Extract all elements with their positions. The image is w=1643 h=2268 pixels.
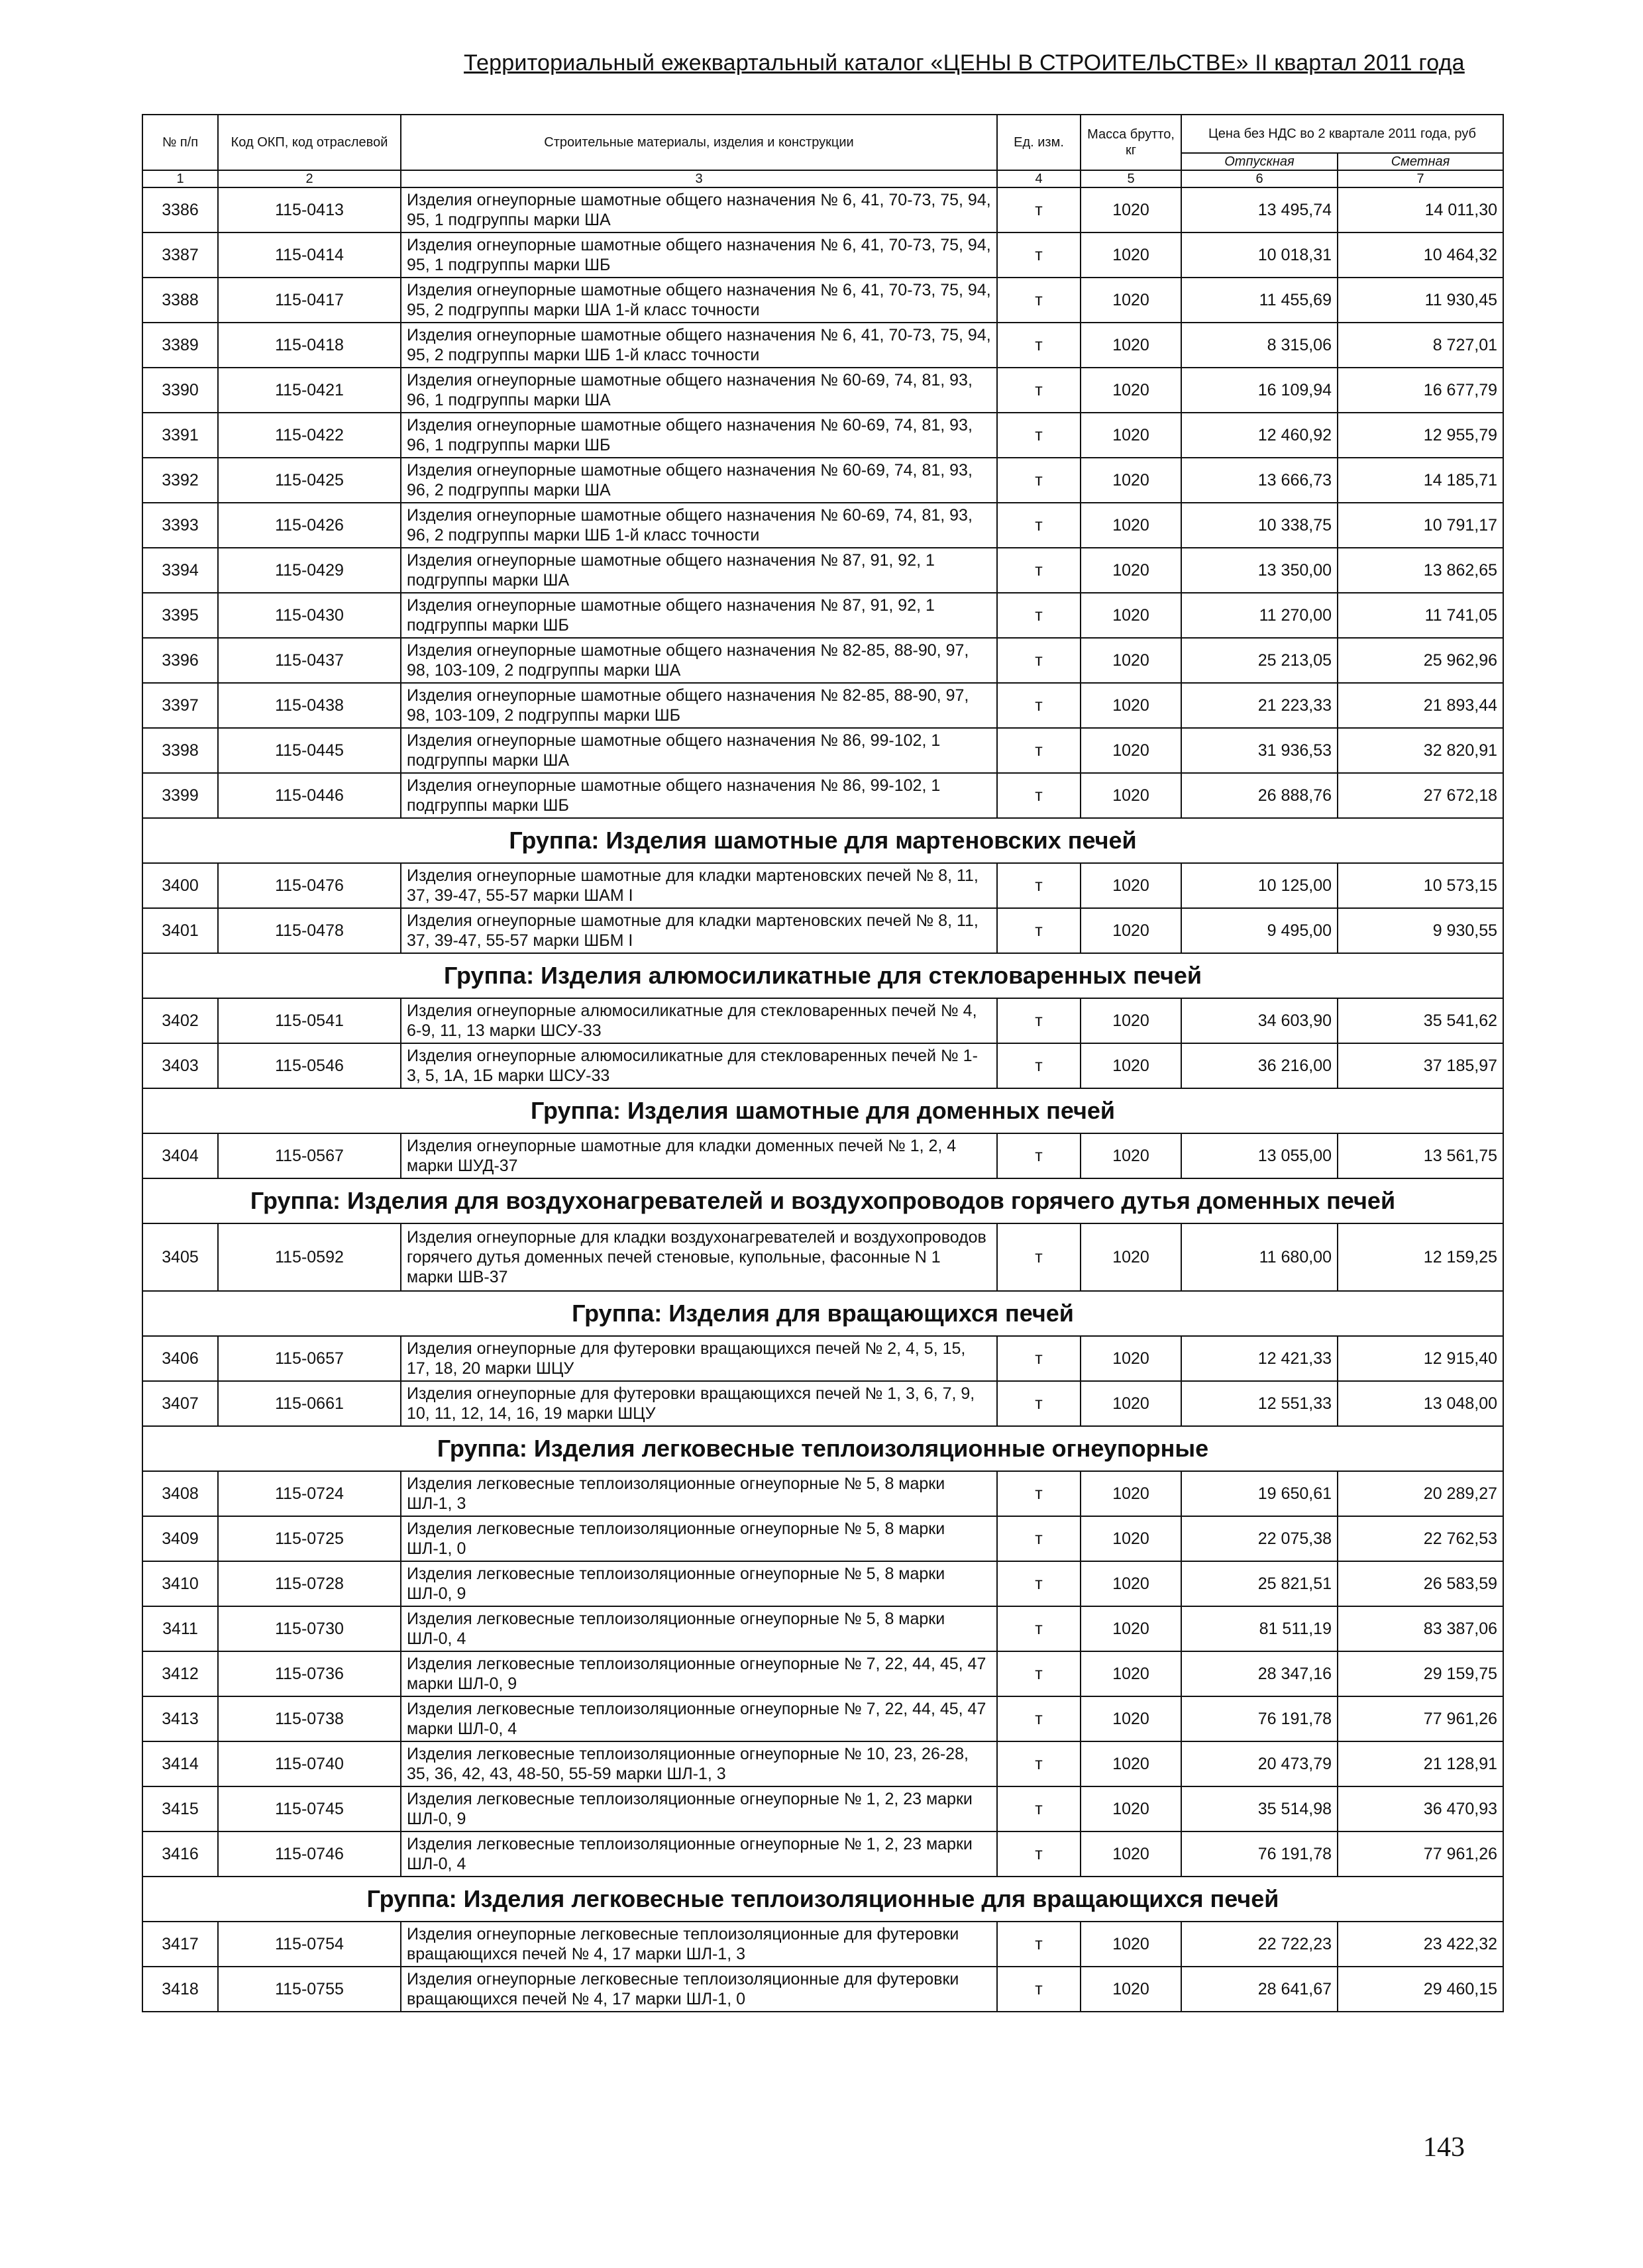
row-number: 3411 [142,1606,218,1651]
material-name: Изделия огнеупорные шамотные общего назначения № 60-69, 74, 81, 93, 96, 1 подгруппы марки ШБ [401,413,997,458]
material-name: Изделия огнеупорные шамотные общего назначения № 6, 41, 70-73, 75, 94, 95, 2 подгруппы марки ШБ 1-й класс точности [401,323,997,368]
release-price: 11 270,00 [1181,593,1338,638]
unit: т [997,998,1081,1043]
row-number: 3393 [142,503,218,548]
material-name: Изделия огнеупорные для футеровки вращающихся печей № 2, 4, 5, 15, 17, 18, 20 марки ШЦУ [401,1336,997,1381]
group-header-row [142,818,1503,863]
table-row [142,1381,1503,1426]
unit: т [997,863,1081,908]
row-number: 3388 [142,278,218,323]
material-name: Изделия огнеупорные для кладки воздухонагревателей и воздухопроводов горячего дутья доменных печей стеновые, купольные, фасонные N 1 марки ШВ-37 [401,1223,997,1291]
material-name: Изделия легковесные теплоизоляционные огнеупорные № 1, 2, 23 марки ШЛ-0, 9 [401,1786,997,1831]
table-row [142,1561,1503,1606]
unit: т [997,728,1081,773]
col-number: 5 [1081,170,1181,187]
release-price: 22 722,23 [1181,1922,1338,1967]
okp-code: 115-0445 [218,728,401,773]
unit: т [997,1336,1081,1381]
col-number: 6 [1181,170,1338,187]
gross-mass: 1020 [1081,1786,1181,1831]
gross-mass: 1020 [1081,548,1181,593]
okp-code: 115-0425 [218,458,401,503]
col-number: 2 [218,170,401,187]
estimate-price: 10 791,17 [1338,503,1503,548]
okp-code: 115-0437 [218,638,401,683]
group-header-row [142,1426,1503,1471]
row-number: 3403 [142,1043,218,1088]
gross-mass: 1020 [1081,1831,1181,1877]
table-row [142,413,1503,458]
okp-code: 115-0446 [218,773,401,818]
estimate-price: 26 583,59 [1338,1561,1503,1606]
material-name: Изделия огнеупорные шамотные для кладки мартеновских печей № 8, 11, 37, 39-47, 55-57 марки ШАМ I [401,863,997,908]
material-name: Изделия легковесные теплоизоляционные огнеупорные № 10, 23, 26-28, 35, 36, 42, 43, 48-50, 55-59 марки ШЛ-1, 3 [401,1741,997,1786]
table-row [142,863,1503,908]
estimate-price: 25 962,96 [1338,638,1503,683]
release-price: 8 315,06 [1181,323,1338,368]
material-name: Изделия огнеупорные шамотные общего назначения № 6, 41, 70-73, 75, 94, 95, 2 подгруппы марки ША 1-й класс точности [401,278,997,323]
material-name: Изделия легковесные теплоизоляционные огнеупорные № 7, 22, 44, 45, 47 марки ШЛ-0, 4 [401,1696,997,1741]
okp-code: 115-0429 [218,548,401,593]
gross-mass: 1020 [1081,683,1181,728]
table-row [142,773,1503,818]
table-row [142,1133,1503,1178]
estimate-price: 35 541,62 [1338,998,1503,1043]
estimate-price: 13 862,65 [1338,548,1503,593]
row-number: 3418 [142,1967,218,2012]
unit: т [997,323,1081,368]
row-number: 3406 [142,1336,218,1381]
material-name: Изделия огнеупорные шамотные для кладки доменных печей № 1, 2, 4 марки ШУД-37 [401,1133,997,1178]
unit: т [997,1381,1081,1426]
estimate-price: 29 159,75 [1338,1651,1503,1696]
release-price: 19 650,61 [1181,1471,1338,1516]
col-header-estimate-price: Сметная [1338,153,1503,170]
okp-code: 115-0567 [218,1133,401,1178]
release-price: 10 125,00 [1181,863,1338,908]
gross-mass: 1020 [1081,773,1181,818]
row-number: 3404 [142,1133,218,1178]
table-row [142,187,1503,232]
estimate-price: 77 961,26 [1338,1831,1503,1877]
unit: т [997,1223,1081,1291]
okp-code: 115-0754 [218,1922,401,1967]
okp-code: 115-0740 [218,1741,401,1786]
table-row [142,1696,1503,1741]
gross-mass: 1020 [1081,1651,1181,1696]
table-row [142,1516,1503,1561]
okp-code: 115-0417 [218,278,401,323]
row-number: 3386 [142,187,218,232]
gross-mass: 1020 [1081,1471,1181,1516]
table-row [142,908,1503,953]
gross-mass: 1020 [1081,1381,1181,1426]
okp-code: 115-0426 [218,503,401,548]
estimate-price: 14 185,71 [1338,458,1503,503]
gross-mass: 1020 [1081,1223,1181,1291]
material-name: Изделия огнеупорные шамотные общего назначения № 60-69, 74, 81, 93, 96, 2 подгруппы марки ШБ 1-й класс точности [401,503,997,548]
unit: т [997,368,1081,413]
release-price: 13 495,74 [1181,187,1338,232]
okp-code: 115-0418 [218,323,401,368]
table-row [142,1967,1503,2012]
release-price: 26 888,76 [1181,773,1338,818]
material-name: Изделия огнеупорные шамотные общего назначения № 6, 41, 70-73, 75, 94, 95, 1 подгруппы марки ША [401,187,997,232]
material-name: Изделия огнеупорные легковесные теплоизоляционные для футеровки вращающихся печей № 4, 17 марки ШЛ-1, 3 [401,1922,997,1967]
release-price: 13 350,00 [1181,548,1338,593]
row-number: 3407 [142,1381,218,1426]
material-name: Изделия огнеупорные для футеровки вращающихся печей № 1, 3, 6, 7, 9, 10, 11, 12, 14, 16, 19 марки ШЦУ [401,1381,997,1426]
estimate-price: 11 741,05 [1338,593,1503,638]
row-number: 3394 [142,548,218,593]
release-price: 76 191,78 [1181,1696,1338,1741]
okp-code: 115-0728 [218,1561,401,1606]
unit: т [997,1831,1081,1877]
group-title: Группа: Изделия шамотные для мартеновских печей [142,818,1503,863]
estimate-price: 83 387,06 [1338,1606,1503,1651]
table-row [142,232,1503,278]
release-price: 9 495,00 [1181,908,1338,953]
table-row [142,638,1503,683]
table-row [142,593,1503,638]
okp-code: 115-0413 [218,187,401,232]
okp-code: 115-0724 [218,1471,401,1516]
col-number: 1 [142,170,218,187]
material-name: Изделия огнеупорные шамотные общего назначения № 6, 41, 70-73, 75, 94, 95, 1 подгруппы марки ШБ [401,232,997,278]
row-number: 3405 [142,1223,218,1291]
material-name: Изделия огнеупорные шамотные общего назначения № 86, 99-102, 1 подгруппы марки ША [401,728,997,773]
unit: т [997,1922,1081,1967]
estimate-price: 14 011,30 [1338,187,1503,232]
okp-code: 115-0421 [218,368,401,413]
group-title: Группа: Изделия легковесные теплоизоляционные для вращающихся печей [142,1877,1503,1922]
col-header-unit: Ед. изм. [997,115,1081,170]
estimate-price: 36 470,93 [1338,1786,1503,1831]
unit: т [997,278,1081,323]
okp-code: 115-0725 [218,1516,401,1561]
release-price: 25 213,05 [1181,638,1338,683]
gross-mass: 1020 [1081,1561,1181,1606]
release-price: 12 551,33 [1181,1381,1338,1426]
release-price: 16 109,94 [1181,368,1338,413]
release-price: 22 075,38 [1181,1516,1338,1561]
table-row [142,368,1503,413]
group-title: Группа: Изделия для воздухонагревателей и воздухопроводов горячего дутья доменных печей [142,1178,1503,1223]
group-header-row [142,1877,1503,1922]
gross-mass: 1020 [1081,593,1181,638]
col-header-name: Строительные материалы, изделия и конструкции [401,115,997,170]
okp-code: 115-0755 [218,1967,401,2012]
okp-code: 115-0730 [218,1606,401,1651]
row-number: 3398 [142,728,218,773]
table-row [142,1651,1503,1696]
col-header-release-price: Отпускная [1181,153,1338,170]
gross-mass: 1020 [1081,728,1181,773]
release-price: 13 666,73 [1181,458,1338,503]
estimate-price: 37 185,97 [1338,1043,1503,1088]
row-number: 3417 [142,1922,218,1967]
table-row [142,1741,1503,1786]
table-row [142,323,1503,368]
table-row [142,1223,1503,1291]
group-title: Группа: Изделия алюмосиликатные для стекловаренных печей [142,953,1503,998]
material-name: Изделия легковесные теплоизоляционные огнеупорные № 5, 8 марки ШЛ-1, 3 [401,1471,997,1516]
unit: т [997,1133,1081,1178]
row-number: 3416 [142,1831,218,1877]
table-row [142,548,1503,593]
okp-code: 115-0745 [218,1786,401,1831]
release-price: 34 603,90 [1181,998,1338,1043]
unit: т [997,1967,1081,2012]
material-name: Изделия легковесные теплоизоляционные огнеупорные № 5, 8 марки ШЛ-1, 0 [401,1516,997,1561]
okp-code: 115-0478 [218,908,401,953]
release-price: 76 191,78 [1181,1831,1338,1877]
estimate-price: 12 159,25 [1338,1223,1503,1291]
table-row [142,1606,1503,1651]
price-table [142,114,1504,2012]
row-number: 3402 [142,998,218,1043]
material-name: Изделия легковесные теплоизоляционные огнеупорные № 5, 8 марки ШЛ-0, 4 [401,1606,997,1651]
release-price: 36 216,00 [1181,1043,1338,1088]
okp-code: 115-0422 [218,413,401,458]
group-header-row [142,1088,1503,1133]
okp-code: 115-0746 [218,1831,401,1877]
release-price: 31 936,53 [1181,728,1338,773]
estimate-price: 12 915,40 [1338,1336,1503,1381]
estimate-price: 12 955,79 [1338,413,1503,458]
unit: т [997,1043,1081,1088]
unit: т [997,458,1081,503]
material-name: Изделия огнеупорные шамотные общего назначения № 87, 91, 92, 1 подгруппы марки ША [401,548,997,593]
gross-mass: 1020 [1081,1696,1181,1741]
release-price: 35 514,98 [1181,1786,1338,1831]
material-name: Изделия огнеупорные алюмосиликатные для стекловаренных печей № 1-3, 5, 1А, 1Б марки ШСУ-33 [401,1043,997,1088]
release-price: 28 347,16 [1181,1651,1338,1696]
material-name: Изделия огнеупорные легковесные теплоизоляционные для футеровки вращающихся печей № 4, 17 марки ШЛ-1, 0 [401,1967,997,2012]
material-name: Изделия легковесные теплоизоляционные огнеупорные № 1, 2, 23 марки ШЛ-0, 4 [401,1831,997,1877]
group-header-row [142,1178,1503,1223]
estimate-price: 21 128,91 [1338,1741,1503,1786]
unit: т [997,413,1081,458]
table-row [142,458,1503,503]
okp-code: 115-0592 [218,1223,401,1291]
okp-code: 115-0414 [218,232,401,278]
gross-mass: 1020 [1081,908,1181,953]
row-number: 3395 [142,593,218,638]
unit: т [997,1651,1081,1696]
row-number: 3410 [142,1561,218,1606]
okp-code: 115-0430 [218,593,401,638]
gross-mass: 1020 [1081,368,1181,413]
okp-code: 115-0476 [218,863,401,908]
gross-mass: 1020 [1081,278,1181,323]
row-number: 3413 [142,1696,218,1741]
table-header [142,115,1503,187]
unit: т [997,638,1081,683]
okp-code: 115-0661 [218,1381,401,1426]
gross-mass: 1020 [1081,1922,1181,1967]
estimate-price: 22 762,53 [1338,1516,1503,1561]
release-price: 20 473,79 [1181,1741,1338,1786]
okp-code: 115-0546 [218,1043,401,1088]
table-row [142,1336,1503,1381]
gross-mass: 1020 [1081,998,1181,1043]
okp-code: 115-0738 [218,1696,401,1741]
material-name: Изделия огнеупорные шамотные общего назначения № 82-85, 88-90, 97, 98, 103-109, 2 подгруппы марки ША [401,638,997,683]
row-number: 3390 [142,368,218,413]
row-number: 3389 [142,323,218,368]
gross-mass: 1020 [1081,413,1181,458]
release-price: 25 821,51 [1181,1561,1338,1606]
group-header-row [142,1291,1503,1336]
release-price: 12 421,33 [1181,1336,1338,1381]
gross-mass: 1020 [1081,1606,1181,1651]
unit: т [997,1561,1081,1606]
gross-mass: 1020 [1081,638,1181,683]
gross-mass: 1020 [1081,1043,1181,1088]
row-number: 3391 [142,413,218,458]
release-price: 21 223,33 [1181,683,1338,728]
table-row [142,728,1503,773]
estimate-price: 8 727,01 [1338,323,1503,368]
row-number: 3399 [142,773,218,818]
material-name: Изделия легковесные теплоизоляционные огнеупорные № 5, 8 марки ШЛ-0, 9 [401,1561,997,1606]
material-name: Изделия огнеупорные шамотные общего назначения № 60-69, 74, 81, 93, 96, 1 подгруппы марки ША [401,368,997,413]
table-row [142,1471,1503,1516]
col-header-code: Код ОКП, код отраслевой [218,115,401,170]
release-price: 10 018,31 [1181,232,1338,278]
unit: т [997,1606,1081,1651]
row-number: 3400 [142,863,218,908]
group-title: Группа: Изделия шамотные для доменных печей [142,1088,1503,1133]
release-price: 12 460,92 [1181,413,1338,458]
gross-mass: 1020 [1081,1967,1181,2012]
table-row [142,998,1503,1043]
gross-mass: 1020 [1081,1741,1181,1786]
material-name: Изделия огнеупорные шамотные общего назначения № 60-69, 74, 81, 93, 96, 2 подгруппы марки ША [401,458,997,503]
row-number: 3392 [142,458,218,503]
gross-mass: 1020 [1081,1516,1181,1561]
gross-mass: 1020 [1081,503,1181,548]
catalog-header: Территориальный ежеквартальный каталог «ЦЕНЫ В СТРОИТЕЛЬСТВЕ» II квартал 2011 года [464,50,1465,76]
unit: т [997,1741,1081,1786]
estimate-price: 77 961,26 [1338,1696,1503,1741]
release-price: 81 511,19 [1181,1606,1338,1651]
material-name: Изделия огнеупорные шамотные для кладки мартеновских печей № 8, 11, 37, 39-47, 55-57 марки ШБМ I [401,908,997,953]
gross-mass: 1020 [1081,187,1181,232]
unit: т [997,683,1081,728]
okp-code: 115-0736 [218,1651,401,1696]
row-number: 3415 [142,1786,218,1831]
table-body [142,187,1503,2012]
group-header-row [142,953,1503,998]
table-row [142,1043,1503,1088]
unit: т [997,593,1081,638]
gross-mass: 1020 [1081,232,1181,278]
unit: т [997,232,1081,278]
unit: т [997,503,1081,548]
estimate-price: 9 930,55 [1338,908,1503,953]
estimate-price: 13 048,00 [1338,1381,1503,1426]
okp-code: 115-0541 [218,998,401,1043]
estimate-price: 29 460,15 [1338,1967,1503,2012]
page-number: 143 [1423,2132,1465,2163]
row-number: 3412 [142,1651,218,1696]
row-number: 3401 [142,908,218,953]
col-number: 7 [1338,170,1503,187]
group-title: Группа: Изделия для вращающихся печей [142,1291,1503,1336]
release-price: 11 680,00 [1181,1223,1338,1291]
row-number: 3414 [142,1741,218,1786]
estimate-price: 32 820,91 [1338,728,1503,773]
row-number: 3396 [142,638,218,683]
unit: т [997,1786,1081,1831]
estimate-price: 10 573,15 [1338,863,1503,908]
release-price: 13 055,00 [1181,1133,1338,1178]
estimate-price: 20 289,27 [1338,1471,1503,1516]
estimate-price: 10 464,32 [1338,232,1503,278]
material-name: Изделия огнеупорные шамотные общего назначения № 82-85, 88-90, 97, 98, 103-109, 2 подгруппы марки ШБ [401,683,997,728]
estimate-price: 16 677,79 [1338,368,1503,413]
col-header-mass: Масса брутто, кг [1081,115,1181,170]
unit: т [997,1696,1081,1741]
row-number: 3408 [142,1471,218,1516]
table-row [142,1786,1503,1831]
gross-mass: 1020 [1081,1133,1181,1178]
gross-mass: 1020 [1081,323,1181,368]
group-title: Группа: Изделия легковесные теплоизоляционные огнеупорные [142,1426,1503,1471]
table-row [142,1922,1503,1967]
table-row [142,278,1503,323]
gross-mass: 1020 [1081,1336,1181,1381]
estimate-price: 13 561,75 [1338,1133,1503,1178]
col-header-num: № п/п [142,115,218,170]
unit: т [997,1471,1081,1516]
table-row [142,503,1503,548]
unit: т [997,548,1081,593]
row-number: 3397 [142,683,218,728]
estimate-price: 11 930,45 [1338,278,1503,323]
unit: т [997,1516,1081,1561]
material-name: Изделия огнеупорные шамотные общего назначения № 86, 99-102, 1 подгруппы марки ШБ [401,773,997,818]
col-number: 3 [401,170,997,187]
release-price: 10 338,75 [1181,503,1338,548]
gross-mass: 1020 [1081,863,1181,908]
row-number: 3387 [142,232,218,278]
unit: т [997,187,1081,232]
table-row [142,683,1503,728]
material-name: Изделия огнеупорные шамотные общего назначения № 87, 91, 92, 1 подгруппы марки ШБ [401,593,997,638]
estimate-price: 27 672,18 [1338,773,1503,818]
okp-code: 115-0438 [218,683,401,728]
unit: т [997,773,1081,818]
okp-code: 115-0657 [218,1336,401,1381]
row-number: 3409 [142,1516,218,1561]
release-price: 11 455,69 [1181,278,1338,323]
col-header-price-group: Цена без НДС во 2 квартале 2011 года, руб [1181,115,1503,153]
estimate-price: 21 893,44 [1338,683,1503,728]
material-name: Изделия легковесные теплоизоляционные огнеупорные № 7, 22, 44, 45, 47 марки ШЛ-0, 9 [401,1651,997,1696]
col-number: 4 [997,170,1081,187]
unit: т [997,908,1081,953]
table-row [142,1831,1503,1877]
estimate-price: 23 422,32 [1338,1922,1503,1967]
gross-mass: 1020 [1081,458,1181,503]
material-name: Изделия огнеупорные алюмосиликатные для стекловаренных печей № 4, 6-9, 11, 13 марки ШСУ-33 [401,998,997,1043]
release-price: 28 641,67 [1181,1967,1338,2012]
